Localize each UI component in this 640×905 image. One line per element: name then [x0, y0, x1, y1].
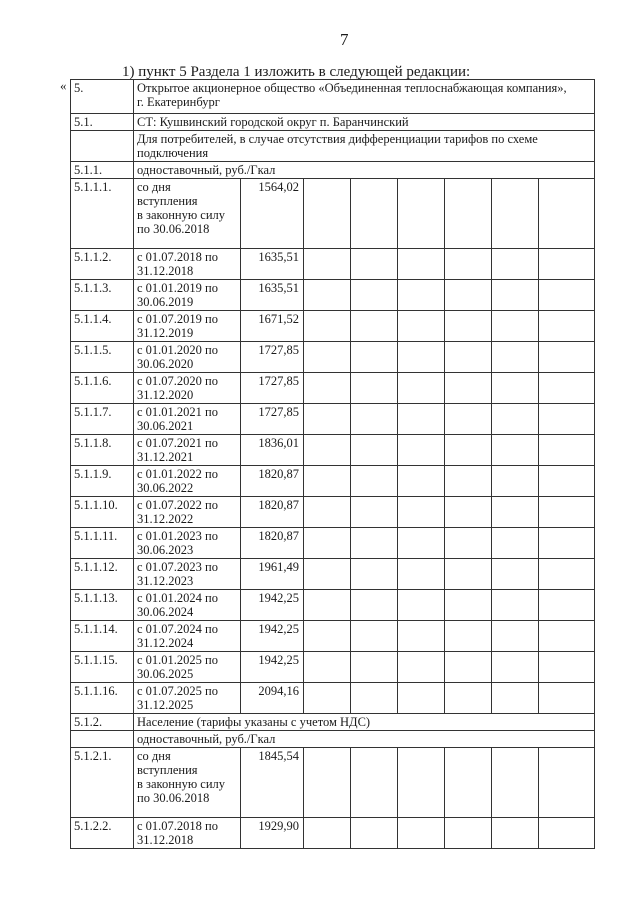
tariff-value: 1635,51: [241, 280, 304, 311]
empty-cell: [304, 683, 351, 714]
empty-cell: [539, 590, 595, 621]
empty-cell: [539, 528, 595, 559]
empty-cell: [351, 373, 398, 404]
empty-cell: [398, 818, 445, 849]
row-number: 5.1.2.2.: [71, 818, 134, 849]
row-number: 5.1.1.2.: [71, 249, 134, 280]
period-cell: с 01.07.2018 по 31.12.2018: [134, 249, 241, 280]
empty-cell: [304, 249, 351, 280]
empty-cell: [304, 559, 351, 590]
period-cell: с 01.07.2021 по 31.12.2021: [134, 435, 241, 466]
empty-cell: [492, 818, 539, 849]
tariff-value: 1942,25: [241, 652, 304, 683]
tariff-row: [71, 590, 595, 621]
tariff-row: [71, 683, 595, 714]
empty-cell: [304, 748, 351, 818]
tariff-row: [71, 435, 595, 466]
empty-cell: [539, 683, 595, 714]
row-number: 5.1.1.12.: [71, 559, 134, 590]
empty-cell: [539, 342, 595, 373]
empty-cell: [492, 179, 539, 249]
tariff-value: 1942,25: [241, 621, 304, 652]
page-number: 7: [340, 30, 349, 49]
territory-row: [71, 114, 595, 131]
empty-cell: [398, 466, 445, 497]
tariff-row: [71, 280, 595, 311]
row-number: 5.1.1.: [71, 162, 134, 179]
row-number: 5.1.1.11.: [71, 528, 134, 559]
tariff-row: [71, 179, 595, 249]
empty-cell: [351, 342, 398, 373]
empty-cell: [351, 311, 398, 342]
row-number: 5.1.2.1.: [71, 748, 134, 818]
row-number: 5.1.1.7.: [71, 404, 134, 435]
tariff-row: [71, 249, 595, 280]
row-number: 5.1.1.3.: [71, 280, 134, 311]
empty-cell: [304, 466, 351, 497]
empty-cell: [445, 404, 492, 435]
empty-cell: [445, 683, 492, 714]
tariff-row: [71, 621, 595, 652]
empty-cell: [304, 652, 351, 683]
empty-cell: [398, 280, 445, 311]
tariff-row: [71, 373, 595, 404]
empty-cell: [304, 497, 351, 528]
empty-cell: [445, 466, 492, 497]
empty-cell: [445, 280, 492, 311]
population-row: [71, 714, 595, 731]
empty-cell: [492, 528, 539, 559]
empty-cell: [351, 435, 398, 466]
empty-cell: [351, 466, 398, 497]
empty-cell: [351, 590, 398, 621]
row-number: 5.1.1.4.: [71, 311, 134, 342]
empty-cell: [398, 342, 445, 373]
row-number-empty: [71, 131, 134, 162]
rate-type: одноставочный, руб./Гкал: [134, 162, 595, 179]
empty-cell: [445, 559, 492, 590]
empty-cell: [492, 373, 539, 404]
tariff-value: 1727,85: [241, 342, 304, 373]
period-cell: с 01.07.2018 по 31.12.2018: [134, 818, 241, 849]
empty-cell: [539, 404, 595, 435]
empty-cell: [539, 435, 595, 466]
org-name: Открытое акционерное общество «Объединенная теплоснабжающая компания», г. Екатеринбург: [134, 80, 595, 114]
tariff-row: [71, 404, 595, 435]
empty-cell: [351, 683, 398, 714]
empty-cell: [539, 748, 595, 818]
period-cell: со дня вступления в законную силу по 30.06.2018: [134, 748, 241, 818]
period-cell: с 01.01.2025 по 30.06.2025: [134, 652, 241, 683]
tariff-row: [71, 466, 595, 497]
row-number: 5.1.1.5.: [71, 342, 134, 373]
empty-cell: [304, 373, 351, 404]
empty-cell: [445, 311, 492, 342]
empty-cell: [351, 497, 398, 528]
empty-cell: [539, 497, 595, 528]
empty-cell: [398, 249, 445, 280]
empty-cell: [398, 652, 445, 683]
tariff-value: 1727,85: [241, 373, 304, 404]
consumers-row: [71, 131, 595, 162]
territory-name: СТ: Кушвинский городской округ п. Баранчинский: [134, 114, 595, 131]
tariff-value: 1820,87: [241, 497, 304, 528]
period-cell: со дня вступления в законную силу по 30.06.2018: [134, 179, 241, 249]
row-number: 5.1.1.13.: [71, 590, 134, 621]
row-number: 5.1.1.6.: [71, 373, 134, 404]
empty-cell: [539, 466, 595, 497]
period-cell: с 01.07.2019 по 31.12.2019: [134, 311, 241, 342]
row-number: 5.1.1.16.: [71, 683, 134, 714]
empty-cell: [445, 528, 492, 559]
empty-cell: [398, 528, 445, 559]
empty-cell: [304, 435, 351, 466]
empty-cell: [492, 590, 539, 621]
org-row: [71, 80, 595, 114]
tariff-row: [71, 528, 595, 559]
empty-cell: [492, 652, 539, 683]
empty-cell: [351, 528, 398, 559]
tariff-value: 1671,52: [241, 311, 304, 342]
empty-cell: [539, 311, 595, 342]
tariff-row: [71, 652, 595, 683]
empty-cell: [492, 280, 539, 311]
empty-cell: [304, 179, 351, 249]
empty-cell: [351, 559, 398, 590]
empty-cell: [398, 404, 445, 435]
empty-cell: [492, 621, 539, 652]
amendment-intro: 1) пункт 5 Раздела 1 изложить в следующей редакции:: [122, 64, 471, 80]
empty-cell: [445, 373, 492, 404]
empty-cell: [351, 179, 398, 249]
empty-cell: [304, 818, 351, 849]
empty-cell: [492, 435, 539, 466]
empty-cell: [304, 621, 351, 652]
tariff-value: 1564,02: [241, 179, 304, 249]
period-cell: с 01.01.2024 по 30.06.2024: [134, 590, 241, 621]
empty-cell: [398, 559, 445, 590]
period-cell: с 01.01.2020 по 30.06.2020: [134, 342, 241, 373]
row-number: 5.1.1.15.: [71, 652, 134, 683]
consumers-text: Для потребителей, в случае отсутствия дифференциации тарифов по схеме подключения: [134, 131, 595, 162]
tariff-value: 1820,87: [241, 466, 304, 497]
empty-cell: [445, 179, 492, 249]
empty-cell: [351, 621, 398, 652]
tariff-value: 1727,85: [241, 404, 304, 435]
opening-quote: «: [60, 78, 67, 93]
empty-cell: [492, 683, 539, 714]
row-number: 5.1.: [71, 114, 134, 131]
period-cell: с 01.01.2021 по 30.06.2021: [134, 404, 241, 435]
empty-cell: [539, 652, 595, 683]
row-number: 5.1.1.14.: [71, 621, 134, 652]
empty-cell: [351, 280, 398, 311]
empty-cell: [539, 559, 595, 590]
empty-cell: [445, 497, 492, 528]
empty-cell: [492, 497, 539, 528]
empty-cell: [539, 280, 595, 311]
empty-cell: [398, 621, 445, 652]
tariff-row: [71, 342, 595, 373]
tariff-row: [71, 559, 595, 590]
period-cell: с 01.01.2019 по 30.06.2019: [134, 280, 241, 311]
tariff-value: 1942,25: [241, 590, 304, 621]
row-number: 5.1.1.1.: [71, 179, 134, 249]
empty-cell: [492, 311, 539, 342]
empty-cell: [398, 373, 445, 404]
empty-cell: [304, 342, 351, 373]
row-number-empty: [71, 731, 134, 748]
empty-cell: [539, 621, 595, 652]
tariff-value: 1635,51: [241, 249, 304, 280]
empty-cell: [539, 179, 595, 249]
empty-cell: [398, 748, 445, 818]
empty-cell: [398, 179, 445, 249]
empty-cell: [445, 748, 492, 818]
empty-cell: [445, 621, 492, 652]
row-number: 5.1.1.9.: [71, 466, 134, 497]
empty-cell: [304, 590, 351, 621]
empty-cell: [351, 404, 398, 435]
empty-cell: [492, 249, 539, 280]
period-cell: с 01.01.2023 по 30.06.2023: [134, 528, 241, 559]
empty-cell: [398, 497, 445, 528]
tariff-value: 1845,54: [241, 748, 304, 818]
tariff-value: 1961,49: [241, 559, 304, 590]
empty-cell: [492, 748, 539, 818]
empty-cell: [398, 435, 445, 466]
period-cell: с 01.07.2020 по 31.12.2020: [134, 373, 241, 404]
empty-cell: [445, 590, 492, 621]
rate-row: [71, 731, 595, 748]
tariff-value: 1929,90: [241, 818, 304, 849]
period-cell: с 01.07.2024 по 31.12.2024: [134, 621, 241, 652]
empty-cell: [539, 249, 595, 280]
empty-cell: [445, 249, 492, 280]
row-number: 5.1.1.10.: [71, 497, 134, 528]
rate-row: [71, 162, 595, 179]
empty-cell: [304, 404, 351, 435]
empty-cell: [351, 249, 398, 280]
empty-cell: [445, 652, 492, 683]
empty-cell: [351, 748, 398, 818]
empty-cell: [398, 683, 445, 714]
period-cell: с 01.07.2023 по 31.12.2023: [134, 559, 241, 590]
period-cell: с 01.07.2022 по 31.12.2022: [134, 497, 241, 528]
tariff-row: [71, 748, 595, 818]
tariff-value: 2094,16: [241, 683, 304, 714]
tariff-row: [71, 497, 595, 528]
row-number: 5.1.1.8.: [71, 435, 134, 466]
tariff-value: 1836,01: [241, 435, 304, 466]
empty-cell: [445, 435, 492, 466]
row-number: 5.: [71, 80, 134, 114]
empty-cell: [304, 311, 351, 342]
empty-cell: [445, 342, 492, 373]
empty-cell: [351, 818, 398, 849]
tariff-row: [71, 311, 595, 342]
empty-cell: [539, 818, 595, 849]
empty-cell: [398, 311, 445, 342]
rate-row-text: одноставочный, руб./Гкал: [134, 731, 595, 748]
tariff-table: [70, 79, 595, 849]
empty-cell: [304, 280, 351, 311]
empty-cell: [304, 528, 351, 559]
period-cell: с 01.07.2025 по 31.12.2025: [134, 683, 241, 714]
empty-cell: [492, 559, 539, 590]
tariff-row: [71, 818, 595, 849]
empty-cell: [398, 590, 445, 621]
empty-cell: [539, 373, 595, 404]
row-number: 5.1.2.: [71, 714, 134, 731]
empty-cell: [492, 342, 539, 373]
empty-cell: [492, 466, 539, 497]
empty-cell: [445, 818, 492, 849]
period-cell: с 01.01.2022 по 30.06.2022: [134, 466, 241, 497]
empty-cell: [492, 404, 539, 435]
population-row-text: Население (тарифы указаны с учетом НДС): [134, 714, 595, 731]
tariff-value: 1820,87: [241, 528, 304, 559]
empty-cell: [351, 652, 398, 683]
